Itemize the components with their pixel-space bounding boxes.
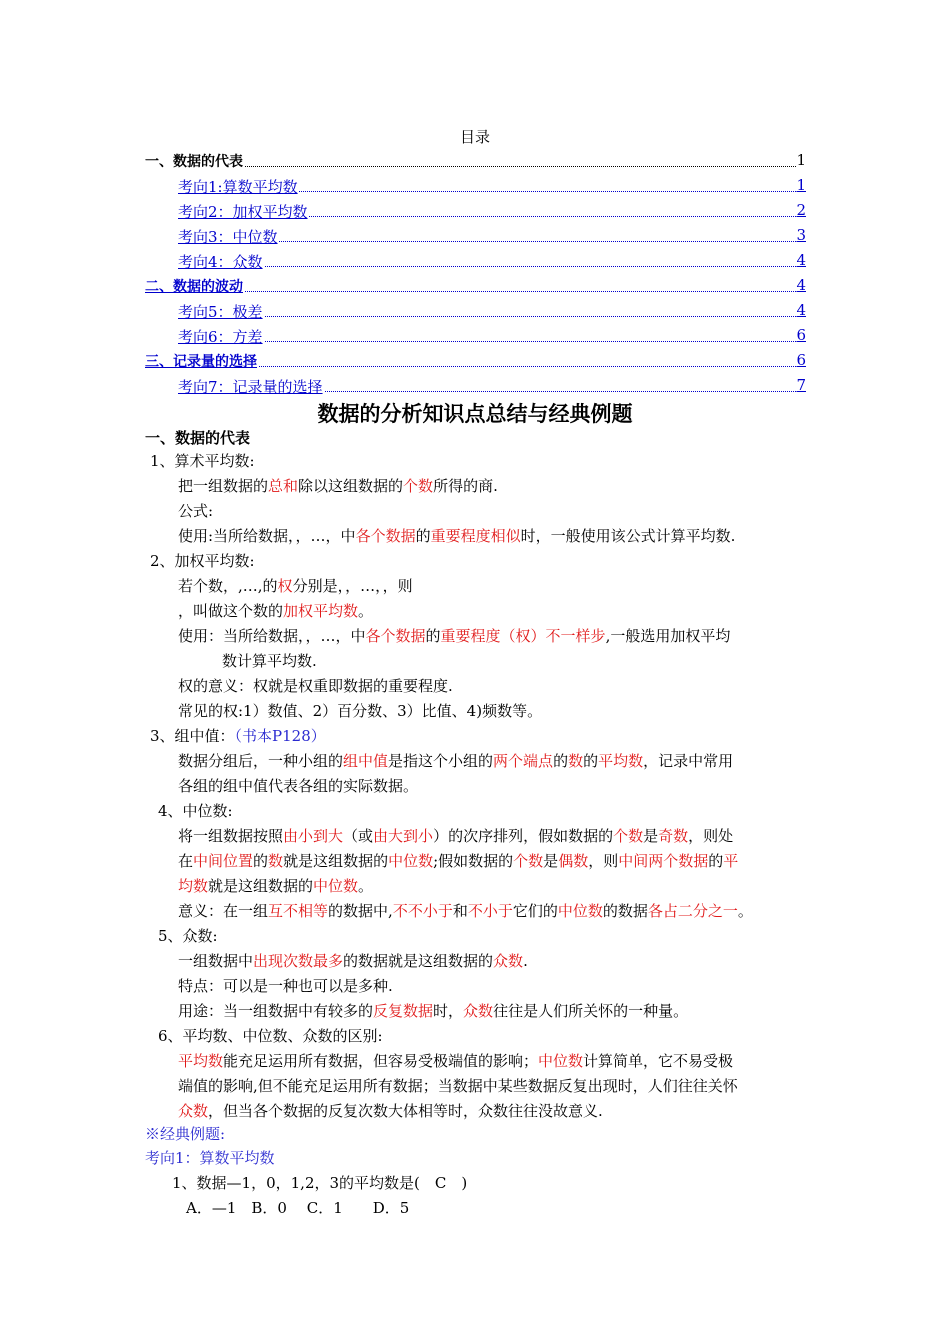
text-segment: 在 bbox=[178, 852, 194, 870]
text-segment: 的 bbox=[583, 752, 599, 770]
highlight-text: 中间两个数据 bbox=[618, 852, 709, 870]
subsection-heading: 4、中位数: bbox=[158, 802, 233, 820]
text-segment: 的 bbox=[425, 627, 441, 645]
text-segment: 数据分组后，一种小组的 bbox=[178, 752, 344, 770]
highlight-text: 各个数据 bbox=[365, 627, 426, 645]
text-segment: 一组数据中 bbox=[178, 952, 254, 970]
paragraph-line bbox=[178, 874, 373, 899]
section-heading: 一、数据的代表 bbox=[145, 429, 251, 447]
subsection-heading: 6、平均数、中位数、众数的区别: bbox=[158, 1027, 383, 1045]
paragraph-line: 端值的影响,但不能充足运用所有数据；当数据中某些数据反复出现时，人们往往关怀 bbox=[178, 1077, 738, 1095]
highlight-text: 中间位置 bbox=[193, 852, 254, 870]
toc-entry[interactable] bbox=[0, 351, 950, 376]
highlight-text: 数 bbox=[568, 752, 584, 770]
text-segment: 的 bbox=[708, 852, 724, 870]
paragraph-line bbox=[178, 849, 738, 874]
text-segment: 能充足运用所有数据，但容易受极端值的影响； bbox=[223, 1052, 539, 1070]
question-1-options: A．—1 B．0 C．1 D．5 bbox=[186, 1199, 410, 1217]
highlight-text: 中位数 bbox=[538, 1052, 584, 1070]
toc-entry-page[interactable]: 4 bbox=[796, 251, 806, 269]
text-segment: 意义：在一组 bbox=[178, 902, 269, 920]
text-segment: ,一般选用加权平均 bbox=[605, 627, 731, 645]
paragraph-line bbox=[178, 624, 730, 649]
highlight-text: 互不相等 bbox=[268, 902, 329, 920]
highlight-text: 由大到小 bbox=[373, 827, 434, 845]
toc-entry bbox=[0, 151, 950, 176]
text-segment: 的数据 bbox=[602, 902, 648, 920]
text-segment: ，记录中常用 bbox=[643, 752, 734, 770]
paragraph-line bbox=[178, 899, 753, 924]
highlight-text: 不小于 bbox=[467, 902, 513, 920]
text-segment: 的 bbox=[253, 852, 269, 870]
text-segment: ，但当各个数据的反复次数大体相等时，众数往往没故意义. bbox=[208, 1102, 603, 1120]
toc-entry-label[interactable]: 考向2：加权平均数 bbox=[178, 203, 308, 221]
text-segment: ，则 bbox=[588, 852, 619, 870]
toc-entry-page: 1 bbox=[796, 151, 806, 169]
paragraph-line bbox=[178, 999, 688, 1024]
paragraph-line bbox=[178, 749, 733, 774]
toc-entry[interactable] bbox=[0, 226, 950, 251]
text-segment: 若个数，,…,的 bbox=[178, 577, 278, 595]
paragraph-line bbox=[178, 524, 735, 549]
highlight-text: 众数 bbox=[493, 952, 524, 970]
paragraph-line bbox=[178, 1049, 733, 1074]
text-segment: 。 bbox=[358, 877, 374, 895]
toc-entry-page[interactable]: 6 bbox=[796, 326, 806, 344]
highlight-text: 各个数据 bbox=[355, 527, 416, 545]
highlight-text: 各占二分之一 bbox=[647, 902, 738, 920]
kaoxiang-heading: 考向1：算数平均数 bbox=[145, 1149, 275, 1167]
text-segment: 就是这组数据的 bbox=[208, 877, 314, 895]
book-reference: （书本P128） bbox=[234, 727, 326, 745]
toc-entry-label: 一、数据的代表 bbox=[145, 151, 244, 171]
toc-entry-label[interactable]: 考向6：方差 bbox=[178, 328, 263, 346]
text-segment: ，叫做这个数的 bbox=[178, 602, 284, 620]
text-segment: 是 bbox=[543, 852, 559, 870]
text-segment: 将一组数据按照 bbox=[178, 827, 284, 845]
text-segment: 就是这组数据的 bbox=[283, 852, 389, 870]
text-segment: 往往是人们所关怀的一种量。 bbox=[493, 1002, 689, 1020]
toc-entry-label[interactable]: 三、记录量的选择 bbox=[145, 351, 258, 371]
highlight-text: 偶数 bbox=[558, 852, 589, 870]
text-segment: 的 bbox=[415, 527, 431, 545]
highlight-text: 加权平均数 bbox=[283, 602, 359, 620]
text-segment: 的 bbox=[553, 752, 569, 770]
text-segment: 计算简单，它不易受极 bbox=[583, 1052, 734, 1070]
subsection-heading: 5、众数: bbox=[158, 927, 218, 945]
question-1: 1、数据—1，0，1,2，3的平均数是( C ) bbox=[172, 1174, 468, 1192]
highlight-text: 众数 bbox=[178, 1102, 209, 1120]
highlight-text: 出现次数最多 bbox=[253, 952, 344, 970]
text-segment: 是指这个小组的 bbox=[388, 752, 494, 770]
toc-entry-label[interactable]: 考向1:算数平均数 bbox=[178, 178, 298, 196]
text-segment: ）的次序排列，假如数据的 bbox=[433, 827, 614, 845]
toc-entry[interactable] bbox=[0, 251, 950, 276]
toc-entry-label[interactable]: 考向3：中位数 bbox=[178, 228, 278, 246]
toc-entry[interactable] bbox=[0, 276, 950, 301]
highlight-text: 组中值 bbox=[343, 752, 389, 770]
heading-text: 3、组中值： bbox=[150, 727, 235, 745]
highlight-text: 数 bbox=[268, 852, 284, 870]
text-segment: 分别是，，…，，则 bbox=[292, 577, 413, 595]
paragraph-line: 常见的权:1）数值、2）百分数、3）比值、4)频数等。 bbox=[178, 702, 543, 720]
text-segment: . bbox=[523, 952, 528, 970]
highlight-text: 奇数 bbox=[658, 827, 689, 845]
highlight-text: 众数 bbox=[463, 1002, 494, 1020]
paragraph-line bbox=[178, 949, 528, 974]
highlight-text: 平均数 bbox=[598, 752, 644, 770]
toc-entry[interactable] bbox=[0, 176, 950, 201]
toc-entry[interactable] bbox=[0, 326, 950, 351]
toc-entry-page[interactable]: 6 bbox=[796, 351, 806, 369]
paragraph-line: 特点：可以是一种也可以是多种. bbox=[178, 977, 393, 995]
text-segment: 的数据就是这组数据的 bbox=[343, 952, 494, 970]
text-segment: 使用:当所给数据，，…，中 bbox=[178, 527, 356, 545]
highlight-text: 重要程度相似 bbox=[430, 527, 521, 545]
toc-entry-page[interactable]: 4 bbox=[796, 301, 806, 319]
toc-entry-page[interactable]: 2 bbox=[796, 201, 806, 219]
highlight-text: 中位数 bbox=[313, 877, 359, 895]
highlight-text: 中位数 bbox=[388, 852, 434, 870]
highlight-text: 重要程度（权）不一样步 bbox=[440, 627, 606, 645]
toc-entry-page[interactable]: 3 bbox=[796, 226, 806, 244]
toc-entry[interactable] bbox=[0, 201, 950, 226]
toc-leader-dots bbox=[178, 266, 796, 267]
text-segment: 它们的 bbox=[512, 902, 558, 920]
highlight-text: 平均数 bbox=[178, 1052, 224, 1070]
paragraph-line bbox=[178, 1099, 603, 1124]
highlight-text: 总和 bbox=[268, 477, 299, 495]
toc-title: 目录 bbox=[459, 128, 490, 146]
paragraph-line: 数计算平均数. bbox=[222, 652, 317, 670]
toc-entry-label[interactable]: 考向5：极差 bbox=[178, 303, 263, 321]
toc-leader-dots bbox=[178, 316, 796, 317]
toc-entry-page[interactable]: 1 bbox=[796, 176, 806, 194]
highlight-text: 个数 bbox=[613, 827, 644, 845]
text-segment: 的数据中, bbox=[328, 902, 393, 920]
toc-entry-label[interactable]: 二、数据的波动 bbox=[145, 276, 244, 296]
text-segment: 所得的商. bbox=[433, 477, 498, 495]
highlight-text: 平 bbox=[723, 852, 739, 870]
text-segment: 。 bbox=[737, 902, 753, 920]
highlight-text: 个数 bbox=[403, 477, 434, 495]
toc-entry-label[interactable]: 考向4：众数 bbox=[178, 253, 263, 271]
paragraph-line: 各组的组中值代表各组的实际数据。 bbox=[178, 777, 419, 795]
text-segment: 使用：当所给数据，，…，中 bbox=[178, 627, 366, 645]
toc-entry[interactable] bbox=[0, 301, 950, 326]
highlight-text: 反复数据 bbox=[373, 1002, 434, 1020]
paragraph-line: 权的意义：权就是权重即数据的重要程度. bbox=[178, 677, 453, 695]
text-segment: 把一组数据的 bbox=[178, 477, 269, 495]
toc-entry-page[interactable]: 4 bbox=[796, 276, 806, 294]
text-segment: ，则处 bbox=[688, 827, 734, 845]
highlight-text: 两个端点 bbox=[493, 752, 554, 770]
subsection-heading bbox=[150, 724, 326, 749]
highlight-text: 中位数 bbox=[557, 902, 603, 920]
toc-entry-label[interactable]: 考向7：记录量的选择 bbox=[178, 378, 323, 396]
text-segment: 除以这组数据的 bbox=[298, 477, 404, 495]
paragraph-line bbox=[178, 824, 733, 849]
paragraph-line bbox=[178, 599, 373, 624]
text-segment: 和 bbox=[452, 902, 468, 920]
subsection-heading: 1、算术平均数: bbox=[150, 452, 255, 470]
document-title: 数据的分析知识点总结与经典例题 bbox=[317, 402, 633, 426]
paragraph-line bbox=[178, 474, 498, 499]
text-segment: （或 bbox=[343, 827, 374, 845]
toc-entry-page[interactable]: 7 bbox=[796, 376, 806, 394]
text-segment: 时， bbox=[433, 1002, 464, 1020]
highlight-text: 个数 bbox=[513, 852, 544, 870]
text-segment: 是 bbox=[643, 827, 659, 845]
examples-heading: ※经典例题: bbox=[145, 1125, 226, 1143]
paragraph-line: 公式: bbox=[178, 502, 214, 520]
highlight-text: 不不小于 bbox=[392, 902, 453, 920]
highlight-text: 由小到大 bbox=[283, 827, 344, 845]
highlight-text: 权 bbox=[277, 577, 293, 595]
highlight-text: 均数 bbox=[178, 877, 209, 895]
text-segment: 用途：当一组数据中有较多的 bbox=[178, 1002, 374, 1020]
text-segment: 时，一般使用该公式计算平均数. bbox=[520, 527, 736, 545]
subsection-heading: 2、加权平均数: bbox=[150, 552, 255, 570]
text-segment: ;假如数据的 bbox=[433, 852, 514, 870]
text-segment: 。 bbox=[358, 602, 374, 620]
toc-leader-dots bbox=[178, 341, 796, 342]
paragraph-line bbox=[178, 574, 413, 599]
